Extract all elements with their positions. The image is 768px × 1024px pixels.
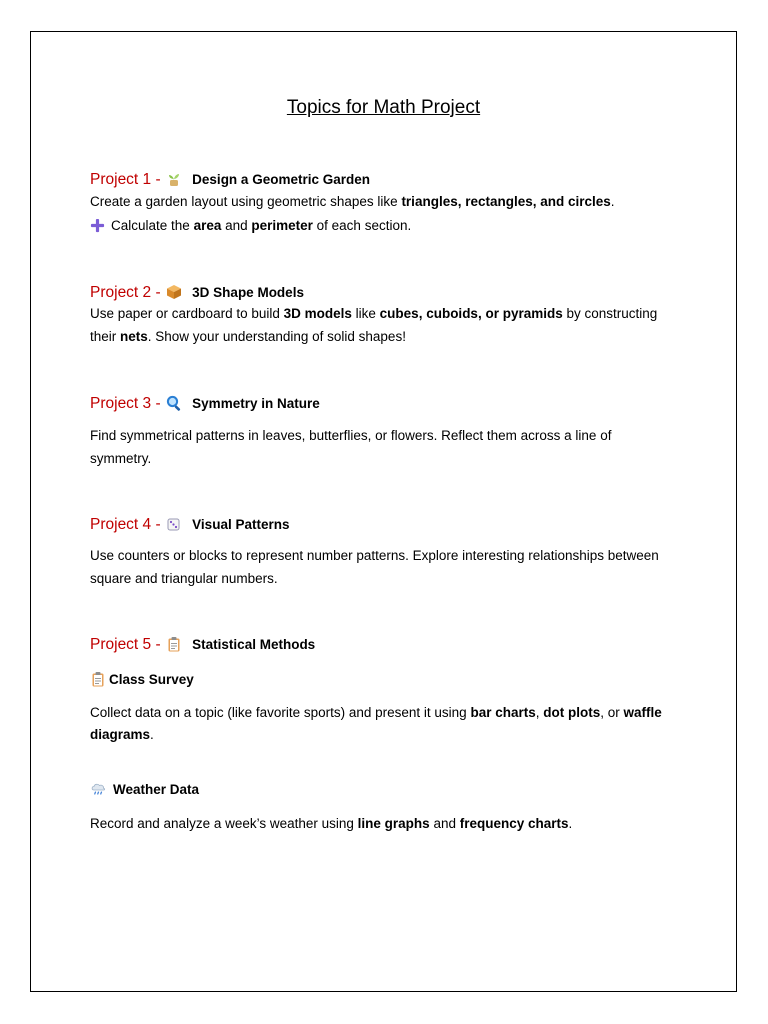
project-4-heading	[90, 514, 700, 536]
weather-data-heading	[90, 779, 700, 801]
dice-icon	[166, 516, 182, 532]
project-title: Design a Geometric Garden	[192, 172, 370, 187]
class-survey-description-line-2: diagrams.	[90, 727, 154, 742]
project-label: Project 1 -	[90, 171, 161, 188]
project-title: Symmetry in Nature	[192, 396, 320, 411]
package-icon	[166, 284, 182, 300]
project-label: Project 2 -	[90, 284, 161, 301]
document-page	[30, 31, 737, 992]
magnifier-icon	[166, 395, 182, 411]
project-4-description-line-1: Use counters or blocks to represent number patterns. Explore interesting relationships between	[90, 548, 659, 563]
project-2-description-line-1: Use paper or cardboard to build 3D models like cubes, cuboids, or pyramids by constructing	[90, 306, 658, 321]
seedling-icon	[166, 171, 182, 187]
plus-icon	[90, 218, 105, 233]
clipboard-icon	[166, 636, 182, 652]
class-survey-heading	[90, 669, 700, 691]
project-label: Project 5 -	[90, 636, 161, 653]
project-label: Project 4 -	[90, 516, 161, 533]
project-3-heading	[90, 393, 700, 415]
project-label: Project 3 -	[90, 395, 161, 412]
project-3-description-line-1: Find symmetrical patterns in leaves, butterflies, or flowers. Reflect them across a line of	[90, 428, 612, 443]
project-title: 3D Shape Models	[192, 285, 304, 300]
project-2-heading	[90, 282, 700, 304]
class-survey-description-line-1: Collect data on a topic (like favorite sports) and present it using bar charts, dot plots, or waffle	[90, 705, 662, 720]
project-4-description-line-2: square and triangular numbers.	[90, 571, 278, 586]
project-5-heading	[90, 634, 700, 656]
page-title: Topics for Math Project	[286, 97, 481, 118]
clipboard-icon	[90, 671, 106, 687]
subsection-title: Class Survey	[109, 672, 194, 687]
rain-cloud-icon	[90, 781, 106, 797]
project-1-heading	[90, 169, 700, 191]
project-2-description-line-2: their nets. Show your understanding of solid shapes!	[90, 329, 406, 344]
subsection-title: Weather Data	[113, 782, 200, 797]
project-title: Visual Patterns	[192, 517, 290, 532]
project-3-description-line-2: symmetry.	[90, 451, 152, 466]
project-1-bullet: Calculate the area and perimeter of each section.	[90, 215, 700, 237]
weather-data-description: Record and analyze a week’s weather using line graphs and frequency charts.	[90, 816, 573, 831]
project-title: Statistical Methods	[192, 637, 316, 652]
project-1-description: Create a garden layout using geometric shapes like triangles, rectangles, and circles.	[90, 194, 615, 209]
